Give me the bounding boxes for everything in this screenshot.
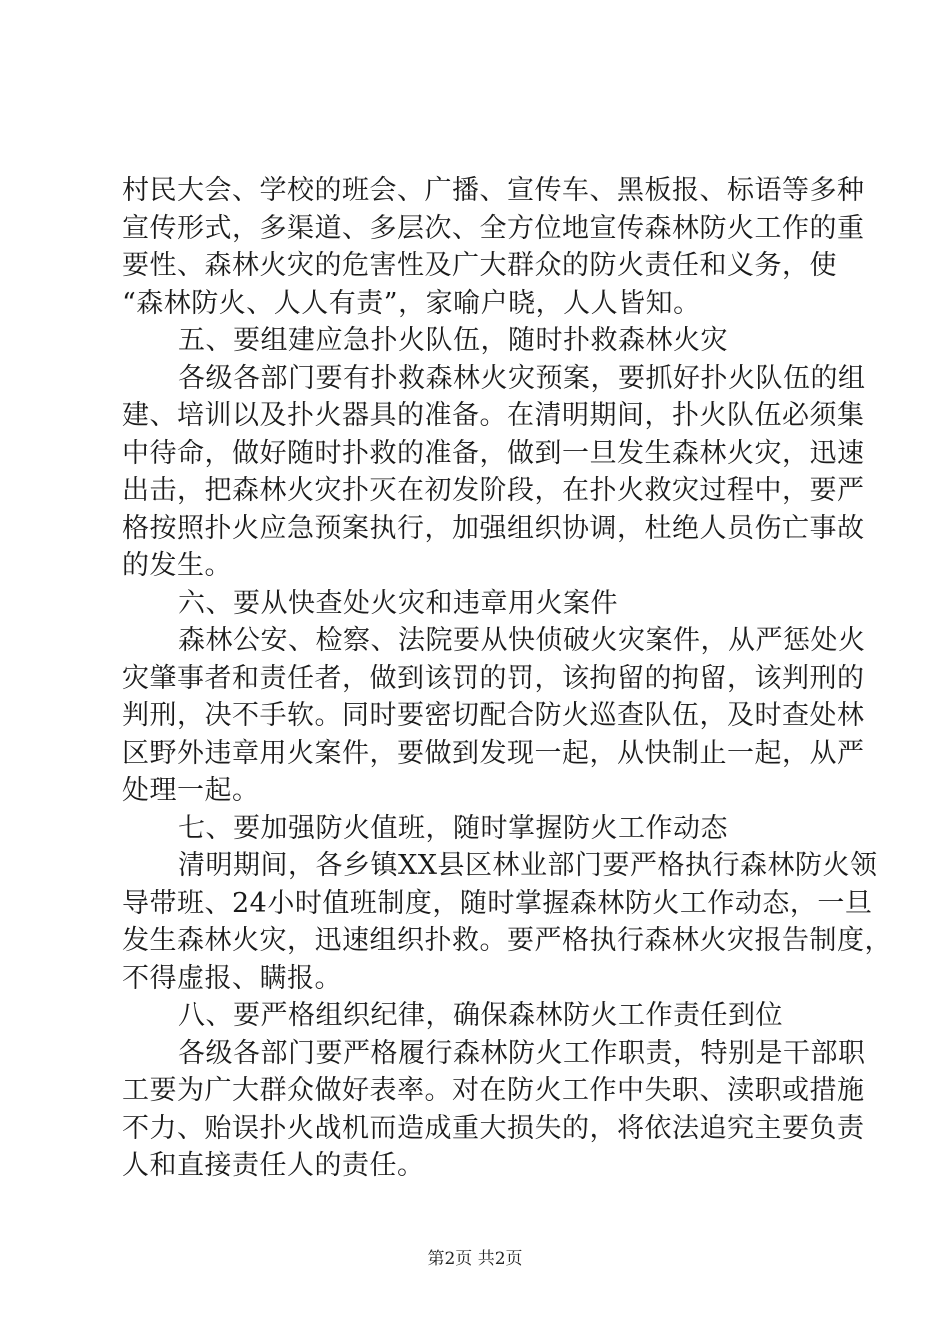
section-heading: 六、要从快查处火灾和违章用火案件 [178, 587, 618, 619]
text-line: 出击，把森林火灾扑灭在初发阶段，在扑火救灾过程中，要严 [122, 475, 865, 506]
text-line: 建、培训以及扑火器具的准备。在清明期间，扑火队伍必须集 [122, 400, 865, 431]
text-line: 中待命，做好随时扑救的准备，做到一旦发生森林火灾，迅速 [122, 437, 865, 469]
text-line: 判刑，决不手软。同时要密切配合防火巡查队伍，及时查处林 [122, 700, 865, 731]
section-heading: 五、要组建应急扑火队伍，随时扑救森林火灾 [178, 325, 728, 356]
text-line: “森林防火、人人有责”，家喻户晓，人人皆知。 [122, 287, 701, 319]
text-line: 各级各部门要严格履行森林防火工作职责，特别是干部职 [178, 1037, 866, 1069]
document-body [122, 172, 892, 1185]
text-line: 各级各部门要有扑救森林火灾预案，要抓好扑火队伍的组 [178, 362, 866, 394]
text-line: 处理一起。 [122, 775, 260, 806]
text-line: 要性、森林火灾的危害性及广大群众的防火责任和义务，使 [122, 250, 837, 281]
text-line: 灾肇事者和责任者，做到该罚的罚，该拘留的拘留，该判刑的 [122, 662, 865, 694]
text-line: 的发生。 [122, 550, 232, 581]
text-line: 森林公安、检察、法院要从快侦破火灾案件，从严惩处火 [178, 625, 866, 656]
text-line: 村民大会、学校的班会、广播、宣传车、黑板报、标语等多种 [122, 175, 865, 206]
text-line: 人和直接责任人的责任。 [122, 1150, 425, 1181]
page-footer: 第2页 共2页 [427, 1249, 523, 1269]
text-line: 不得虚报、瞒报。 [122, 962, 342, 994]
text-line: 清明期间，各乡镇XX县区林业部门要严格执行森林防火领 [178, 850, 878, 881]
section-heading: 八、要严格组织纪律，确保森林防火工作责任到位 [178, 1000, 783, 1031]
section-heading: 七、要加强防火值班，随时掌握防火工作动态 [178, 812, 728, 844]
text-line: 导带班、24小时值班制度，随时掌握森林防火工作动态，一旦 [122, 887, 873, 919]
text-line: 格按照扑火应急预案执行，加强组织协调，杜绝人员伤亡事故 [122, 512, 865, 544]
text-line: 工要为广大群众做好表率。对在防火工作中失职、渎职或措施 [122, 1075, 865, 1106]
text-line: 发生森林火灾，迅速组织扑救。要严格执行森林火灾报告制度， [122, 925, 892, 956]
text-line: 不力、贻误扑火战机而造成重大损失的，将依法追究主要负责 [122, 1112, 865, 1144]
text-line: 区野外违章用火案件，要做到发现一起，从快制止一起，从严 [122, 737, 865, 769]
text-line: 宣传形式，多渠道、多层次、全方位地宣传森林防火工作的重 [122, 212, 865, 244]
